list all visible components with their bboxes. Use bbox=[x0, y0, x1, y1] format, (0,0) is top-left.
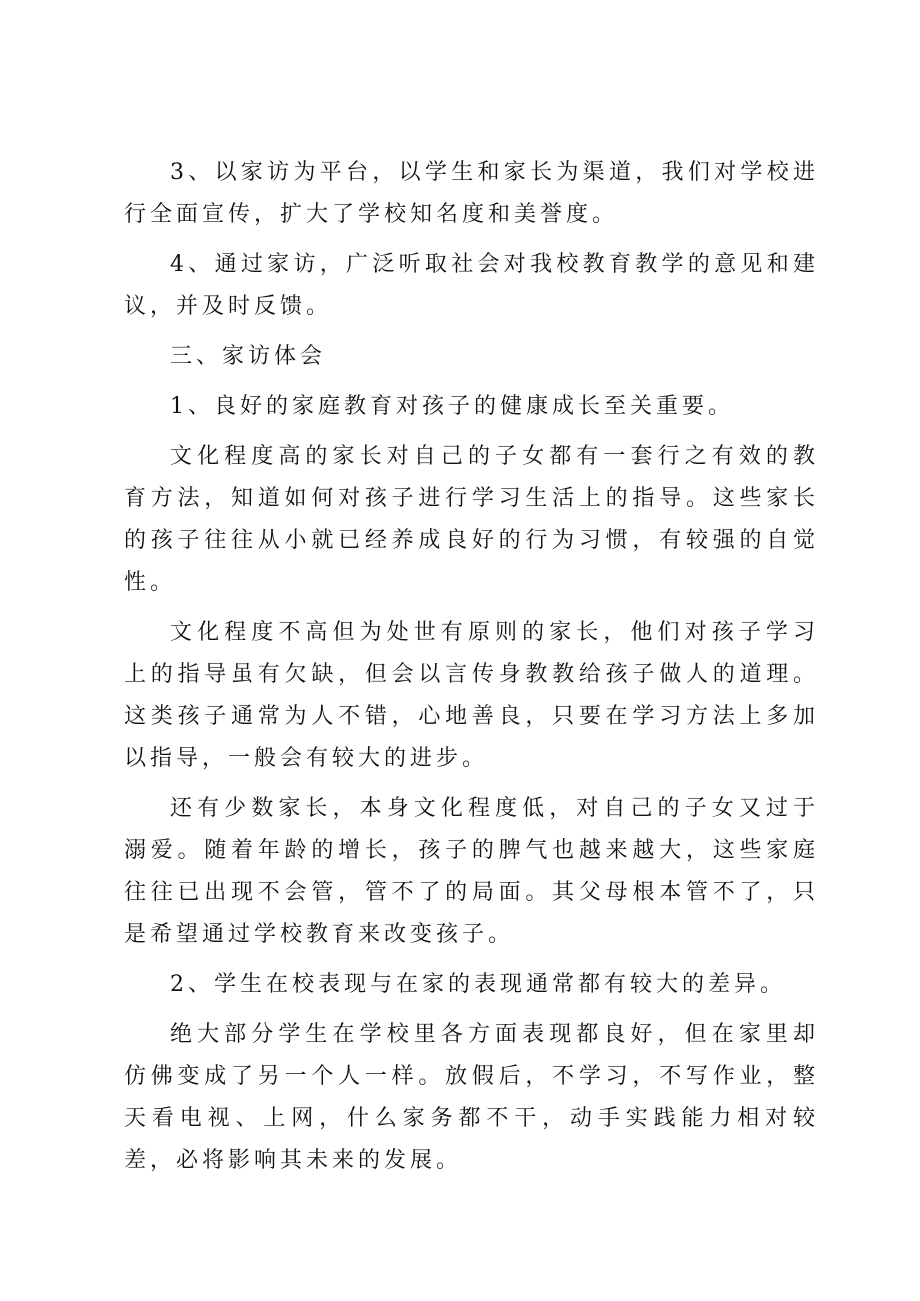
paragraph-doting-parents: 还有少数家长，本身文化程度低，对自己的子女又过于溺爱。随着年龄的增长，孩子的脾气也越来越大，这些家庭往往已出现不会管，管不了的局面。其父母根本管不了，只是希望通过学校教育来改变孩子。 bbox=[124, 796, 819, 947]
paragraph-point-1: 1、良好的家庭教育对孩子的健康成长至关重要。 bbox=[170, 394, 734, 419]
paragraph-item-3-publicity: 3、以家访为平台，以学生和家长为渠道，我们对学校进行全面宣传，扩大了学校知名度和美誉度。 bbox=[124, 160, 819, 227]
section-heading-experience: 三、家访体会 bbox=[170, 344, 327, 369]
document-body bbox=[124, 152, 819, 1190]
paragraph-behavior-difference: 绝大部分学生在学校里各方面表现都良好，但在家里却仿佛变成了另一个人一样。放假后，不学习，不写作业，整天看电视、上网，什么家务都不干，动手实践能力相对较差，必将影响其未来的发展。 bbox=[124, 1022, 819, 1173]
paragraph-item-4-feedback: 4、通过家访，广泛听取社会对我校教育教学的意见和建议，并及时反馈。 bbox=[124, 252, 819, 319]
paragraph-high-education-parents: 文化程度高的家长对自己的子女都有一套行之有效的教育方法，知道如何对孩子进行学习生活上的指导。这些家长的孩子往往从小就已经养成良好的行为习惯，有较强的自觉性。 bbox=[124, 444, 819, 595]
paragraph-principled-parents: 文化程度不高但为处世有原则的家长，他们对孩子学习上的指导虽有欠缺，但会以言传身教教给孩子做人的道理。这类孩子通常为人不错，心地善良，只要在学习方法上多加以指导，一般会有较大的进步。 bbox=[124, 620, 819, 771]
paragraph-point-2: 2、学生在校表现与在家的表现通常都有较大的差异。 bbox=[170, 972, 786, 997]
